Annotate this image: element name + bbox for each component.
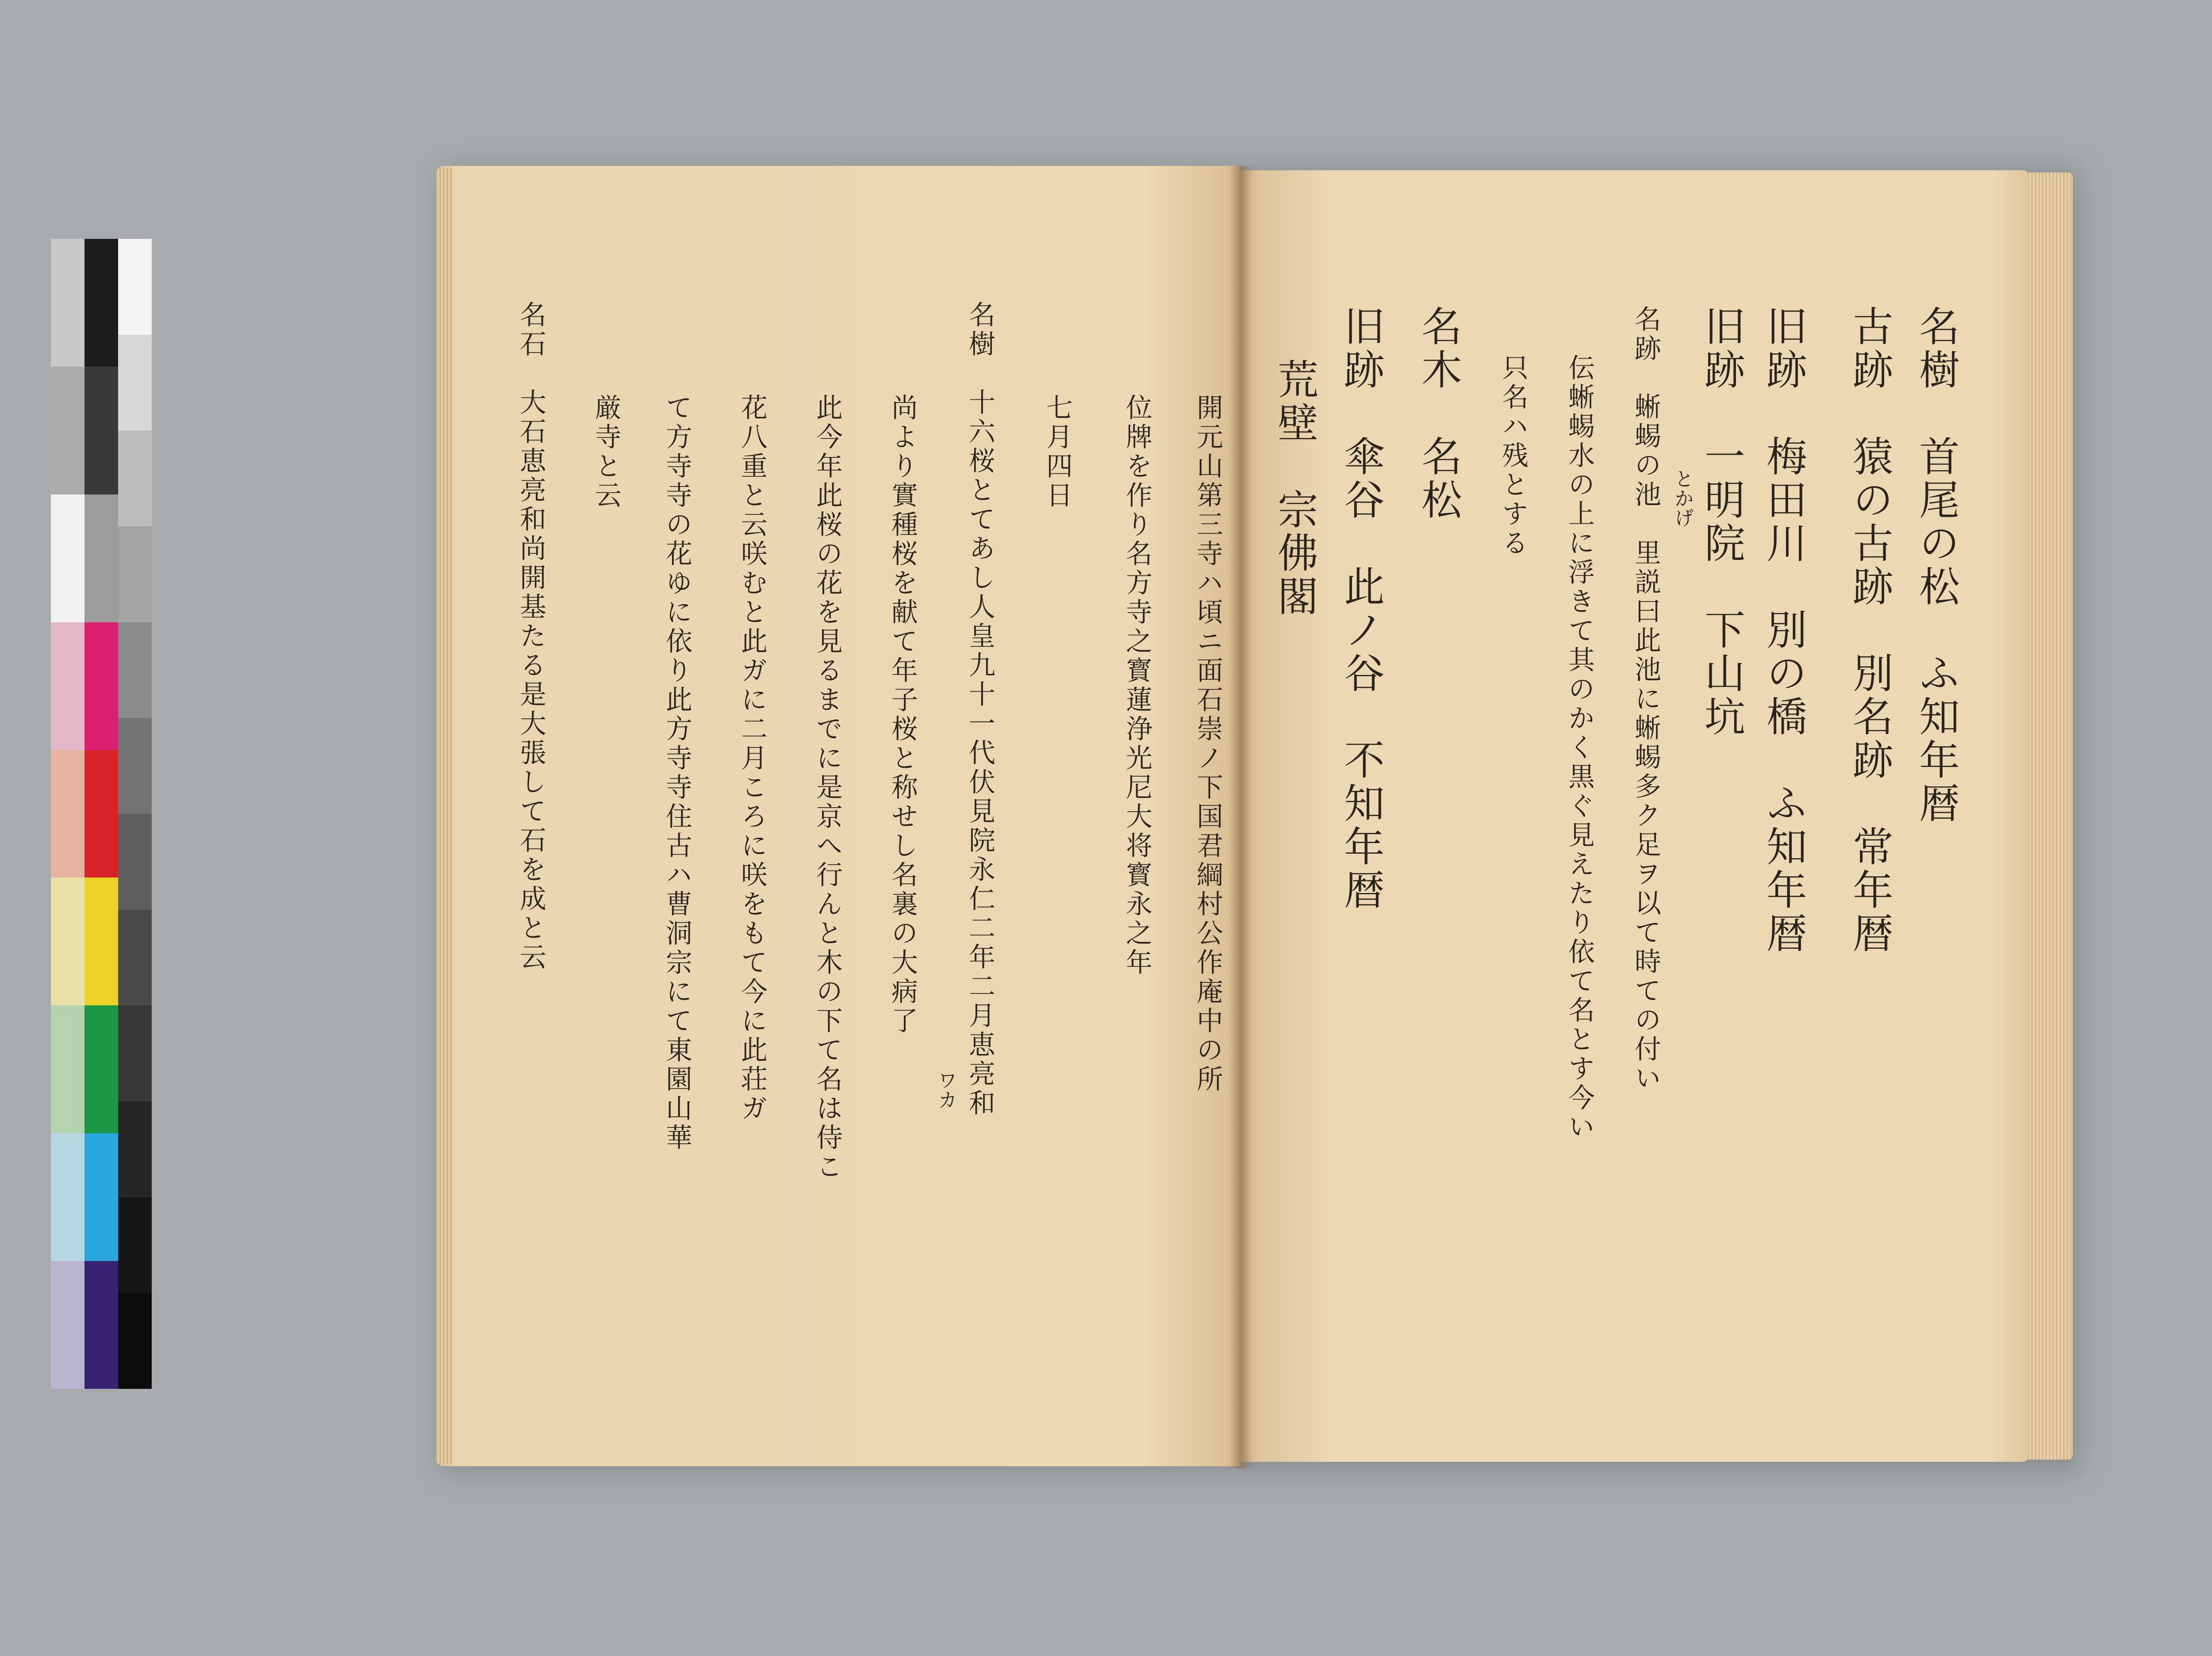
calibration-patch: [84, 239, 118, 367]
left-page-column-5: 尚より實種桜を献て年子桜と称せし名裏の大病了: [887, 394, 918, 1036]
calibration-gray-patch: [118, 526, 152, 622]
calibration-patch: [51, 1005, 84, 1133]
right-page-column-3: 旧跡 梅田川 別の橋 ふ知年暦: [1760, 305, 1807, 955]
calibration-patch: [84, 878, 118, 1005]
right-page-column-10: 荒壁 宗佛閣: [1271, 358, 1318, 618]
left-page-column-10: 名石 大石恵亮和尚開基たる是大張して石を成と云: [515, 301, 546, 972]
calibration-grayscale-column: [118, 239, 152, 1389]
right-page-column-8: 名木 名松: [1415, 305, 1462, 522]
right-page-column-2: 古跡 猿の古跡 別名跡 常年暦: [1846, 305, 1893, 955]
calibration-patch: [51, 1133, 84, 1261]
calibration-patch: [84, 494, 118, 622]
calibration-patch: [84, 1133, 118, 1261]
right-page-column-7: 只名ハ残とする: [1498, 354, 1528, 558]
book-gutter: [1230, 166, 1252, 1468]
calibration-gray-patch: [118, 1293, 152, 1389]
book-page-edges: [2024, 172, 2073, 1460]
calibration-gray-patch: [118, 1005, 152, 1101]
left-page-column-4: 名樹 十六桜とてあし人皇九十一代伏見院永仁二年二月恵亮和: [964, 301, 995, 1118]
calibration-patch: [51, 367, 84, 494]
left-page-column-1: 開元山第三寺ハ頃ニ面石崇ノ下国君綱村公作庵中の所: [1192, 394, 1223, 1094]
right-page-ruby: とかげ: [1671, 469, 1694, 527]
calibration-gray-patch: [118, 239, 152, 335]
left-page-column-6: 此今年此桜の花を見るまでに是京へ行んと木の下て名は侍こ: [812, 394, 843, 1182]
calibration-patch: [51, 622, 84, 750]
left-page-column-9: 厳寺と云: [591, 394, 622, 510]
calibration-gray-patch: [118, 1197, 152, 1293]
right-page-column-6: 伝蜥蜴水の上に浮きて其のかく黒ぐ見えたり依て名とす今い: [1564, 354, 1595, 1142]
calibration-gray-patch: [118, 718, 152, 814]
right-page-column-4: 旧跡 一明院 下山坑: [1698, 305, 1745, 739]
left-page-column-2: 位牌を作り名方寺之寳蓮浄光尼大将寳永之年: [1121, 394, 1152, 978]
calibration-gray-patch: [118, 622, 152, 718]
calibration-patch: [84, 622, 118, 750]
calibration-patch: [51, 750, 84, 878]
calibration-gray-patch: [118, 335, 152, 431]
right-page-column-9: 旧跡 傘谷 此ノ谷 不知年暦: [1337, 305, 1385, 912]
calibration-gray-patch: [118, 430, 152, 526]
calibration-column-middle: [84, 239, 118, 1389]
calibration-patch: [84, 750, 118, 878]
calibration-patch: [84, 1261, 118, 1389]
calibration-column-left: [51, 239, 84, 1389]
left-page-edges: [436, 168, 453, 1464]
right-page-column-1: 名樹 首尾の松 ふ知年暦: [1912, 305, 1960, 825]
calibration-patch: [51, 494, 84, 622]
calibration-gray-patch: [118, 910, 152, 1006]
left-page-column-3: 七月四日: [1042, 394, 1073, 510]
calibration-patch: [51, 878, 84, 1005]
left-page-column-7: 花八重と云咲むと此ガに二月ころに咲をもて今に此荘ガ: [737, 394, 768, 1123]
calibration-patch: [51, 1261, 84, 1389]
left-page-column-8: て方寺寺の花ゆに依り此方寺寺住古ハ曹洞宗にて東園山華: [661, 394, 692, 1153]
calibration-gray-patch: [118, 814, 152, 910]
color-calibration-strip: [51, 239, 153, 1389]
calibration-gray-patch: [118, 1101, 152, 1197]
calibration-patch: [84, 367, 118, 494]
right-page-column-5: 名跡 蜥蜴の池 里説曰此池に蜥蜴多ク足ヲ以て時ての付い: [1630, 305, 1661, 1093]
calibration-patch: [84, 1005, 118, 1133]
left-page-ruby: ワカ: [934, 1070, 957, 1109]
calibration-patch: [51, 239, 84, 367]
